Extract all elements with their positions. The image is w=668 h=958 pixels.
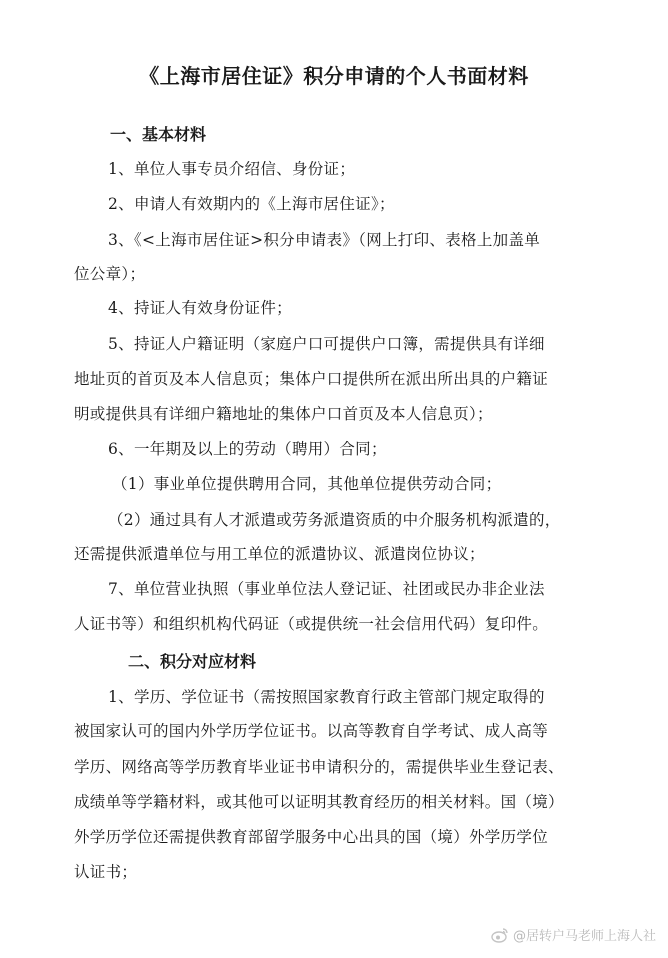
points-item-line: 外学历学位还需提供教育部留学服务中心出具的国（境）外学历学位 <box>74 828 549 846</box>
document-title: 《上海市居住证》积分申请的个人书面材料 <box>139 64 529 88</box>
points-item-line: 1、学历、学位证书（需按照国家教育行政主管部门规定取得的 <box>108 688 545 706</box>
points-item-line: 认证书； <box>74 863 138 881</box>
basic-item-line: 2、申请人有效期内的《上海市居住证》； <box>108 195 395 213</box>
basic-item-line: 位公章）； <box>74 265 146 283</box>
basic-item-line: 人证书等）和组织机构代码证（或提供统一社会信用代码）复印件。 <box>74 615 549 633</box>
basic-item-line: 1、单位人事专员介绍信、身份证； <box>108 160 356 178</box>
weibo-icon <box>491 927 509 943</box>
basic-item-line: 7、单位营业执照（事业单位法人登记证、社团或民办非企业法 <box>108 580 545 598</box>
basic-item-line: 4、持证人有效身份证件； <box>108 299 292 317</box>
points-item-line: 成绩单等学籍材料，或其他可以证明其教育经历的相关材料。国（境） <box>74 793 564 811</box>
basic-item-line: 6、一年期及以上的劳动（聘用）合同； <box>108 440 387 458</box>
basic-item-line: （1）事业单位提供聘用合同，其他单位提供劳动合同； <box>112 475 502 493</box>
basic-item-line: 还需提供派遣单位与用工单位的派遣协议、派遣岗位协议； <box>74 545 485 563</box>
watermark <box>491 925 656 944</box>
points-item-line: 学历、网络高等学历教育毕业证书申请积分的，需提供毕业生登记表、 <box>74 758 564 776</box>
basic-item-line: 5、持证人户籍证明（家庭户口可提供户口簿，需提供具有详细 <box>108 335 545 353</box>
section-heading-basic-materials: 一、基本材料 <box>110 125 207 144</box>
section-heading-points-materials: 二、积分对应材料 <box>128 652 257 671</box>
basic-item-line: 地址页的首页及本人信息页；集体户口提供所在派出所出具的户籍证 <box>74 370 549 388</box>
basic-item-line: （2）通过具有人才派遣或劳务派遣资质的中介服务机构派遣的， <box>108 511 561 529</box>
points-item-line: 被国家认可的国内外学历学位证书。以高等教育自学考试、成人高等 <box>74 722 549 740</box>
basic-item-line: 3、《<上海市居住证>积分申请表》（网上打印、表格上加盖单 <box>108 231 541 249</box>
watermark-text: @居转户马老师上海人社 <box>512 929 656 944</box>
basic-item-line: 明或提供具有详细户籍地址的集体户口首页及本人信息页）； <box>74 405 493 423</box>
